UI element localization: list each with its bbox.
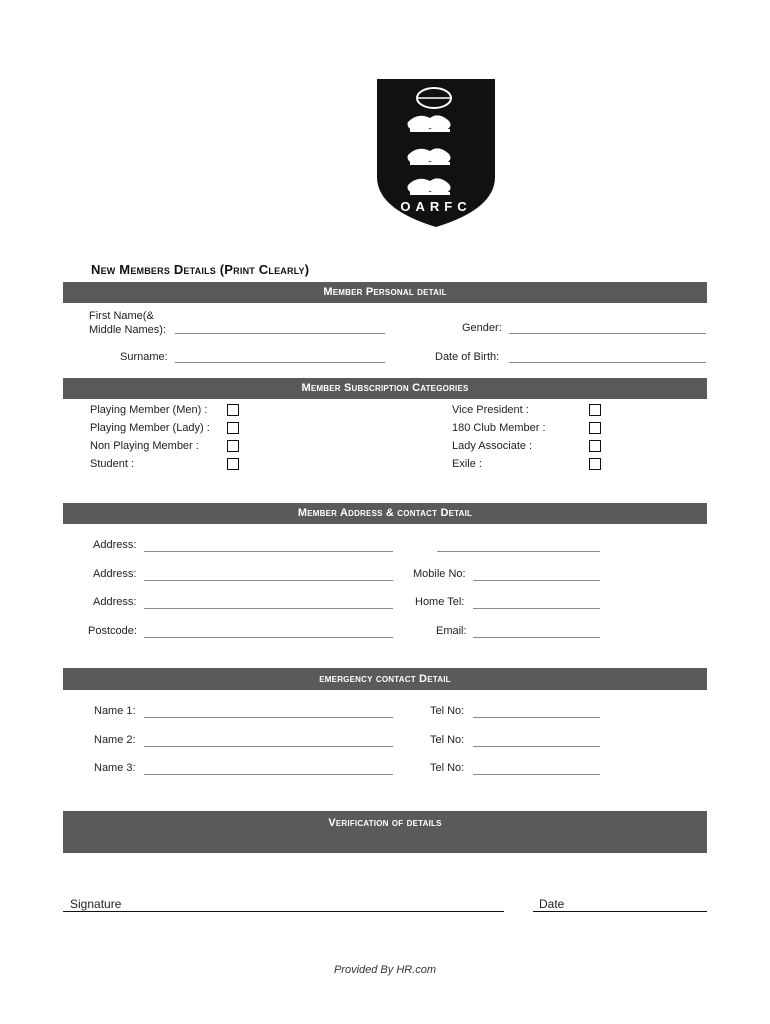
emergency-tel-2-label: Tel No: (430, 734, 465, 746)
emergency-tel-1-field[interactable] (473, 717, 600, 718)
emergency-tel-2-field[interactable] (473, 746, 600, 747)
gender-field[interactable] (509, 333, 706, 334)
postcode-label: Postcode: (88, 625, 137, 637)
emergency-name-2-field[interactable] (144, 746, 393, 747)
sub-exile-label: Exile : (452, 458, 482, 470)
address-label-1: Address: (93, 539, 137, 551)
gender-label: Gender: (462, 322, 502, 334)
address-field-3[interactable] (144, 608, 393, 609)
section-emergency-header: emergency contact Detail (63, 668, 707, 690)
extra-contact-field[interactable] (437, 551, 600, 552)
surname-label: Surname: (120, 351, 168, 363)
dob-label: Date of Birth: (435, 351, 500, 363)
section-personal-header: Member Personal detail (63, 282, 707, 303)
email-label: Email: (436, 625, 467, 637)
exile-checkbox[interactable] (589, 458, 601, 470)
address-label-3: Address: (93, 596, 137, 608)
home-tel-field[interactable] (473, 608, 600, 609)
crest-text: OARFC (400, 199, 472, 214)
sub-non-playing-label: Non Playing Member : (90, 440, 199, 452)
address-field-1[interactable] (144, 551, 393, 552)
signature-field[interactable] (63, 911, 504, 912)
signature-label: Signature (70, 897, 122, 911)
sub-180-club-label: 180 Club Member : (452, 422, 546, 434)
lady-associate-checkbox[interactable] (589, 440, 601, 452)
playing-lady-checkbox[interactable] (227, 422, 239, 434)
form-title: New Members Details (Print Clearly) (91, 262, 310, 277)
sub-playing-men-label: Playing Member (Men) : (90, 404, 208, 416)
home-tel-label: Home Tel: (415, 596, 465, 608)
emergency-name-3-field[interactable] (144, 774, 393, 775)
first-name-field[interactable] (175, 333, 385, 334)
sub-lady-associate-label: Lady Associate : (452, 440, 533, 452)
section-address-header: Member Address & contact Detail (63, 503, 707, 524)
emergency-name-2-label: Name 2: (94, 734, 136, 746)
playing-men-checkbox[interactable] (227, 404, 239, 416)
emergency-name-1-label: Name 1: (94, 705, 136, 717)
emergency-tel-3-field[interactable] (473, 774, 600, 775)
email-field[interactable] (473, 637, 600, 638)
club-crest-logo (374, 77, 498, 229)
date-field[interactable] (533, 911, 707, 912)
address-label-2: Address: (93, 568, 137, 580)
non-playing-checkbox[interactable] (227, 440, 239, 452)
surname-field[interactable] (175, 362, 385, 363)
footer-credit: Provided By HR.com (333, 964, 437, 976)
vice-president-checkbox[interactable] (589, 404, 601, 416)
first-name-label: First Name(& Middle Names): (89, 310, 167, 336)
dob-field[interactable] (509, 362, 706, 363)
emergency-name-3-label: Name 3: (94, 762, 136, 774)
mobile-field[interactable] (473, 580, 600, 581)
sub-student-label: Student : (90, 458, 135, 470)
section-verification-header: Verification of details (63, 811, 707, 853)
address-field-2[interactable] (144, 580, 393, 581)
emergency-name-1-field[interactable] (144, 717, 393, 718)
student-checkbox[interactable] (227, 458, 239, 470)
date-label: Date (539, 897, 565, 911)
sub-vice-president-label: Vice President : (452, 404, 529, 416)
section-subscription-header: Member Subscription Categories (63, 378, 707, 399)
club-180-checkbox[interactable] (589, 422, 601, 434)
emergency-tel-3-label: Tel No: (430, 762, 465, 774)
postcode-field[interactable] (144, 637, 393, 638)
mobile-label: Mobile No: (413, 568, 466, 580)
emergency-tel-1-label: Tel No: (430, 705, 465, 717)
sub-playing-lady-label: Playing Member (Lady) : (90, 422, 210, 434)
